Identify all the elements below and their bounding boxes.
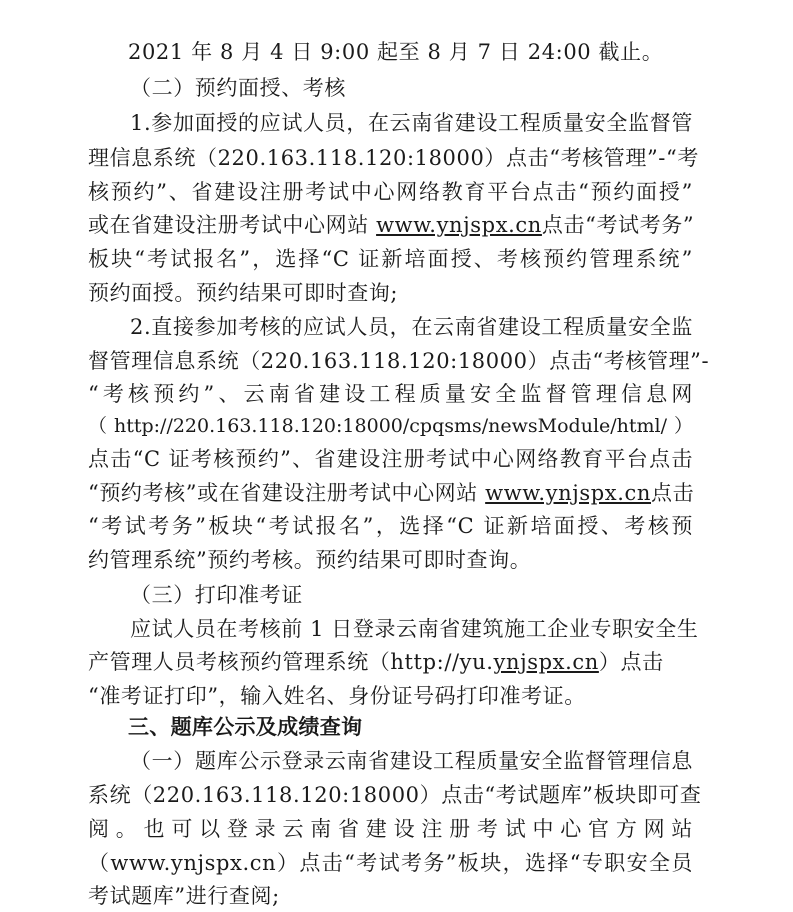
paragraph-line: 2.直接参加考核的应试人员，在云南省建设工程质量安全监 (130, 315, 693, 339)
paragraph-line: 约管理系统”预约考核。预约结果可即时查询。 (88, 548, 532, 572)
url-line: （http://220.163.118.120:18000/cpqsms/newsModule/html/） (88, 415, 693, 437)
paragraph-line: 1.参加面授的应试人员，在云南省建设工程质量安全监督管 (130, 111, 693, 135)
text-segment: ）点击 (598, 650, 664, 674)
text-segment: 或在省建设注册考试中心网站 (88, 213, 377, 237)
paragraph-line: 预约面授。预约结果可即时查询; (88, 281, 399, 305)
paragraph-line: 理信息系统（220.163.118.120:18000）点击“考核管理”-“考 (88, 146, 699, 170)
section-heading: （三）打印准考证 (130, 583, 303, 607)
paragraph-line: （www.ynjspx.cn）点击“考试考务”板块，选择“专职安全员 (88, 851, 693, 875)
paragraph-line: 考试题库”进行查阅; (88, 884, 280, 908)
paragraph-line (88, 478, 693, 508)
paragraph-line: （一）题库公示登录云南省建设工程质量安全监督管理信息 (130, 749, 693, 773)
paragraph-line (88, 210, 693, 240)
paragraph-line: “准考证打印”，输入姓名、身份证号码打印准考证。 (88, 684, 586, 708)
text-segment: 点击“考试考务” (541, 213, 695, 237)
website-link[interactable]: www.ynjspx.cn (376, 213, 542, 237)
paragraph-line: 2021 年 8 月 4 日 9:00 起至 8 月 7 日 24:00 截止。 (128, 40, 664, 64)
paragraph-line: 系统（220.163.118.120:18000）点击“考试题库”板块即可查 (88, 783, 702, 807)
paragraph-line: 应试人员在考核前 1 日登录云南省建筑施工企业专职安全生 (130, 617, 699, 641)
paragraph-line (88, 647, 693, 677)
website-link[interactable]: www.ynjspx.cn (485, 481, 651, 505)
paragraph-line: 板块“考试报名”，选择“C 证新培面授、考核预约管理系统” (88, 247, 693, 271)
paragraph-line: 点击“C 证考核预约”、省建设注册考试中心网络教育平台点击 (88, 447, 693, 471)
text-segment: 点击 (651, 481, 695, 505)
text-segment: “预约考核”或在省建设注册考试中心网站 (88, 481, 486, 505)
website-link[interactable]: ynjspx.cn (493, 650, 599, 674)
section-heading: （二）预约面授、考核 (130, 76, 346, 100)
paragraph-line: 核预约”、省建设注册考试中心网络教育平台点击“预约面授” (88, 180, 693, 204)
paragraph-line: 阅。也可以登录云南省建设注册考试中心官方网站 (88, 817, 693, 841)
text-segment: 产管理人员考核预约管理系统（http://yu. (88, 650, 494, 674)
paragraph-line: “考试考务”板块“考试报名”，选择“C 证新培面授、考核预 (88, 514, 693, 538)
paragraph-line: 督管理信息系统（220.163.118.120:18000）点击“考核管理”- (88, 349, 710, 373)
chapter-heading: 三、题库公示及成绩查询 (128, 715, 363, 739)
paragraph-line: “考核预约”、云南省建设工程质量安全监督管理信息网 (88, 382, 693, 406)
